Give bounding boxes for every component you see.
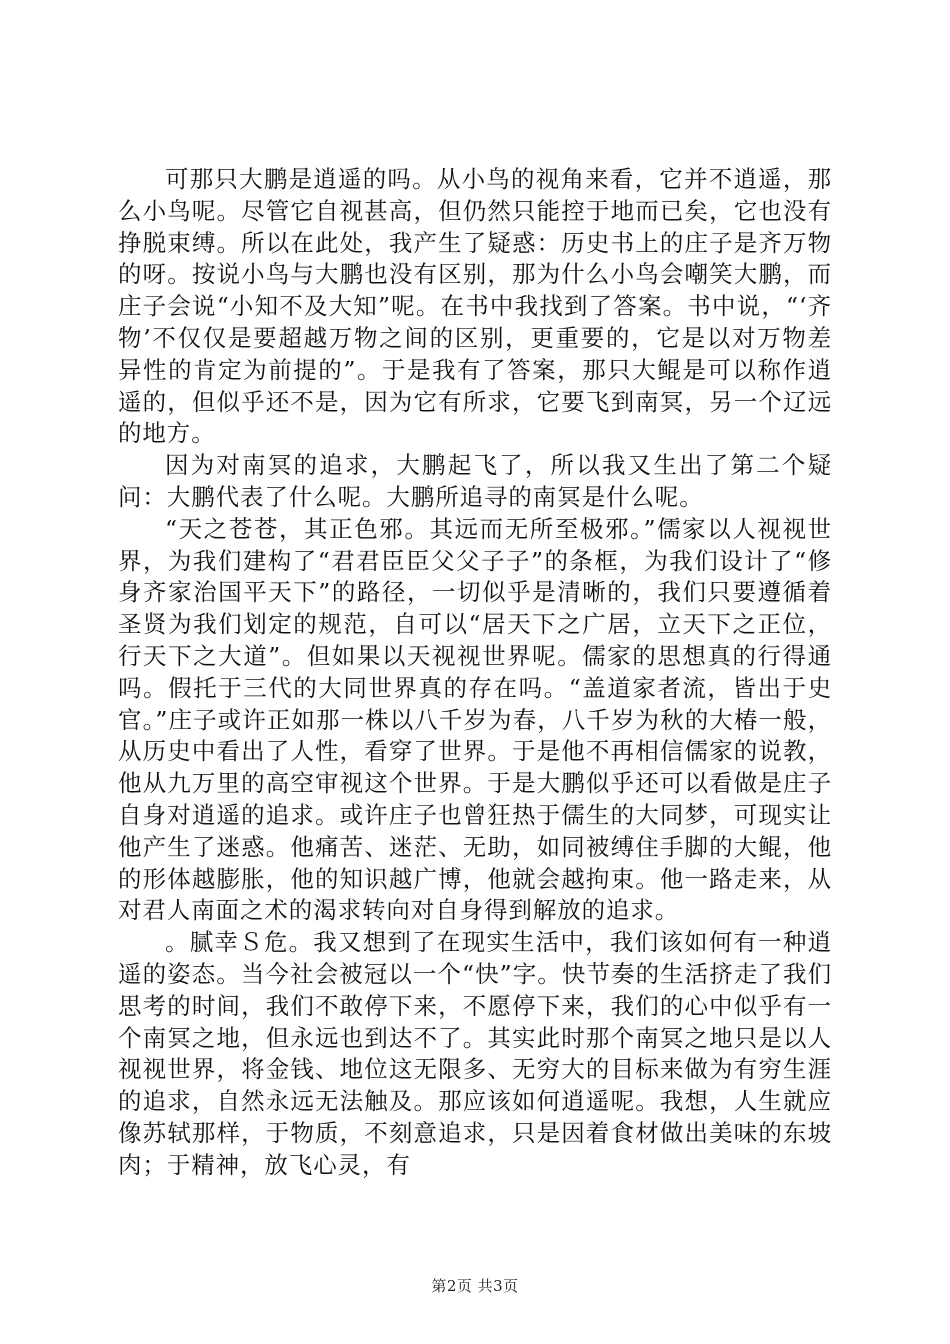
paragraph-4: 。腻幸Ｓ危。我又想到了在现实生活中，我们该如何有一种逍遥的姿态。当今社会被冠以一个“快”字。快节奏的生活挤走了我们思考的时间，我们不敢停下来，不愿停下来，我们的心中似乎有一个南冥之地，但永远也到达不了。其实此时那个南冥之地只是以人视视世界，将金钱、地位这无限多、无穷大的目标来做为有穷生涯的追求，自然永远无法触及。那应该如何逍遥呢。我想，人生就应像苏轼那样，于物质，不刻意追求，只是因着食材做出美味的东坡肉；于精神，放飞心灵，有 [118, 928, 832, 1179]
paragraph-3: “天之苍苍，其正色邪。其远而无所至极邪。”儒家以人视视世界，为我们建构了“君君臣臣父父子子”的条框，为我们设计了“修身齐家治国平天下”的路径，一切似乎是清晰的，我们只要遵循着圣贤为我们划定的规范，自可以“居天下之广居，立天下之正位，行天下之大道”。但如果以天视视世界呢。儒家的思想真的行得通吗。假托于三代的大同世界真的存在吗。“盖道家者流，皆出于史官。”庄子或许正如那一株以八千岁为春，八千岁为秋的大椿一般，从历史中看出了人性，看穿了世界。于是他不再相信儒家的说教，他从九万里的高空审视这个世界。于是大鹏似乎还可以看做是庄子自身对逍遥的追求。或许庄子也曾狂热于儒生的大同梦，可现实让他产生了迷惑。他痛苦、迷茫、无助，如同被缚住手脚的大鲲，他的形体越膨胀，他的知识越广博，他就会越拘束。他一路走来，从对君人南面之术的渴求转向对自身得到解放的追求。 [118, 514, 832, 925]
paragraph-2: 因为对南冥的追求，大鹏起飞了，所以我又生出了第二个疑问：大鹏代表了什么呢。大鹏所追寻的南冥是什么呢。 [118, 451, 832, 511]
document-body [118, 164, 832, 1182]
paragraph-1: 可那只大鹏是逍遥的吗。从小鸟的视角来看，它并不逍遥，那么小鸟呢。尽管它自视甚高，但仍然只能控于地而已矣，它也没有挣脱束缚。所以在此处，我产生了疑惑：历史书上的庄子是齐万物的呀。按说小鸟与大鹏也没有区别，那为什么小鸟会嘲笑大鹏，而庄子会说“小知不及大知”呢。在书中我找到了答案。书中说，“‘齐物’不仅仅是要超越万物之间的区别，更重要的，它是以对万物差异性的肯定为前提的”。于是我有了答案，那只大鲲是可以称作逍遥的，但似乎还不是，因为它有所求，它要飞到南冥，另一个辽远的地方。 [118, 165, 832, 448]
page-footer: 第2页 共3页 [431, 1277, 519, 1295]
